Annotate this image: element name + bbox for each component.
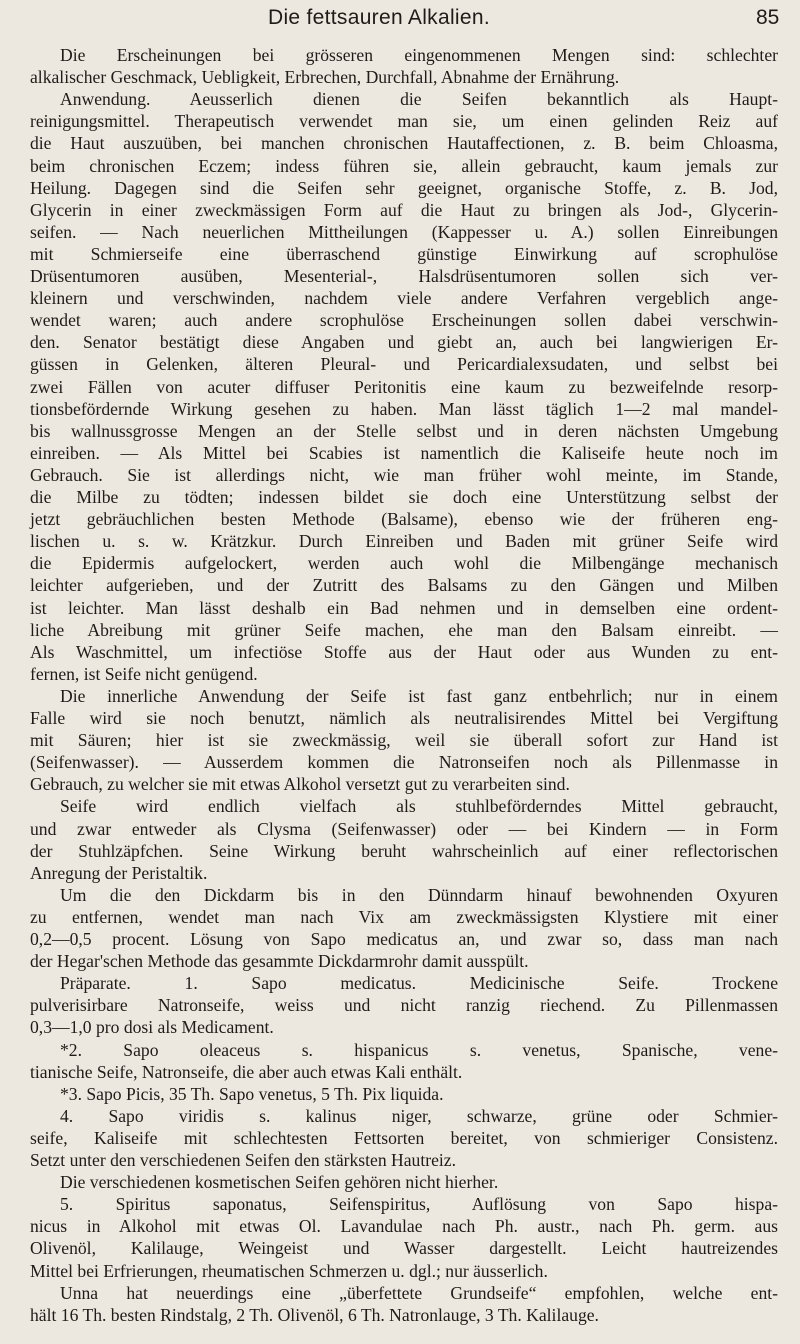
text-line: beim chronischen Eczem; indess führen sie, allein gebraucht, kaum jemals zur bbox=[30, 156, 778, 176]
text-line: Falle wird sie noch benutzt, nämlich als neutralisirendes Mittel bei Vergiftung bbox=[30, 708, 778, 728]
text-line: Anregung der Peristaltik. bbox=[30, 863, 208, 883]
text-line: Die Erscheinungen bei grösseren eingenommenen Mengen sind: schlechter bbox=[60, 45, 778, 65]
text-line: 0,2—0,5 procent. Lösung von Sapo medicatus an, und zwar so, dass man nach bbox=[30, 929, 778, 949]
page-number: 85 bbox=[756, 6, 780, 29]
text-line: Unna hat neuerdings eine „überfettete Grundseife“ empfohlen, welche ent- bbox=[60, 1283, 778, 1303]
text-line: bis wallnussgrosse Mengen an der Stelle selbst und in deren nächsten Umgebung bbox=[30, 421, 778, 441]
text-line: Setzt unter den verschiedenen Seifen den stärksten Hautreiz. bbox=[30, 1150, 456, 1170]
text-line: 4. Sapo viridis s. kalinus niger, schwarze, grüne oder Schmier- bbox=[60, 1106, 778, 1126]
text-line: Seife wird endlich vielfach als stuhlbeförderndes Mittel gebraucht, bbox=[60, 796, 778, 816]
text-line: Gebrauch, zu welcher sie mit etwas Alkohol versetzt gut zu verarbeiten sind. bbox=[30, 774, 570, 794]
text-line: Gebrauch. Sie ist allerdings nicht, wie man früher wohl meinte, im Stande, bbox=[30, 465, 778, 485]
text-line: reinigungsmittel. Therapeutisch verwendet man sie, um einen gelinden Reiz auf bbox=[30, 111, 778, 131]
text-line: *2. Sapo oleaceus s. hispanicus s. venetus, Spanische, vene- bbox=[60, 1040, 778, 1060]
running-title: Die fettsauren Alkalien. bbox=[268, 6, 490, 29]
text-line: mit Schmierseife eine überraschend günstige Einwirkung auf scrophulöse bbox=[30, 244, 778, 264]
text-line: der Hegar'schen Methode das gesammte Dickdarmrohr damit ausspült. bbox=[30, 951, 529, 971]
text-line: Mittel bei Erfrierungen, rheumatischen Schmerzen u. dgl.; nur äusserlich. bbox=[30, 1261, 548, 1281]
text-line: den. Senator bestätigt diese Angaben und giebt an, auch bei langwierigen Er- bbox=[30, 332, 778, 352]
text-line: die Milbe zu tödten; indessen bildet sie doch eine Unterstützung selbst der bbox=[30, 487, 778, 507]
text-line: liche Abreibung mit grüner Seife machen, ehe man den Balsam einreibt. — bbox=[30, 620, 778, 640]
text-line: leichter aufgerieben, und der Zutritt des Balsams zu den Gängen und Milben bbox=[30, 575, 778, 595]
text-line: seife, Kaliseife mit schlechtesten Fettsorten bereitet, von schmieriger Consistenz. bbox=[30, 1128, 778, 1148]
text-line: zwei Fällen von acuter diffuser Peritonitis eine kaum zu bezweifelnde resorp- bbox=[30, 377, 778, 397]
text-line: die Haut auszuüben, bei manchen chronischen Hautaffectionen, z. B. beim Chloasma, bbox=[30, 133, 778, 153]
text-line: Heilung. Dagegen sind die Seifen sehr geeignet, organische Stoffe, z. B. Jod, bbox=[30, 178, 778, 198]
text-line: fernen, ist Seife nicht genügend. bbox=[30, 664, 258, 684]
text-line: lischen u. s. w. Krätzkur. Durch Einreiben und Baden mit grüner Seife wird bbox=[30, 531, 778, 551]
text-line: nicus in Alkohol mit etwas Ol. Lavandulae nach Ph. austr., nach Ph. germ. aus bbox=[30, 1216, 778, 1236]
text-line: tionsbefördernde Wirkung gesehen zu haben. Man lässt täglich 1—2 mal mandel- bbox=[30, 399, 778, 419]
text-line: Die verschiedenen kosmetischen Seifen gehören nicht hierher. bbox=[60, 1172, 499, 1192]
text-line: kleinern und verschwinden, nachdem viele andere Verfahren vergeblich ange- bbox=[30, 288, 778, 308]
text-line: pulverisirbare Natronseife, weiss und nicht ranzig riechend. Zu Pillenmassen bbox=[30, 995, 778, 1015]
text-line: Glycerin in einer zweckmässigen Form auf die Haut zu bringen als Jod-, Glycerin- bbox=[30, 200, 778, 220]
text-line: ist leichter. Man lässt deshalb ein Bad nehmen und in demselben eine ordent- bbox=[30, 598, 778, 618]
text-line: hält 16 Th. besten Rindstalg, 2 Th. Olivenöl, 6 Th. Natronlauge, 3 Th. Kalilauge. bbox=[30, 1305, 599, 1325]
text-line: seifen. — Nach neuerlichen Mittheilungen (Kappesser u. A.) sollen Einreibungen bbox=[30, 222, 778, 242]
text-line: 5. Spiritus saponatus, Seifenspiritus, Auflösung von Sapo hispa- bbox=[60, 1194, 778, 1214]
text-line: Olivenöl, Kalilauge, Weingeist und Wasser dargestellt. Leicht hautreizendes bbox=[30, 1238, 778, 1258]
text-line: tianische Seife, Natronseife, die aber auch etwas Kali enthält. bbox=[30, 1062, 463, 1082]
text-line: jetzt gebräuchlichen besten Methode (Balsame), ebenso wie der früheren eng- bbox=[30, 509, 778, 529]
text-line: Die innerliche Anwendung der Seife ist fast ganz entbehrlich; nur in einem bbox=[60, 686, 778, 706]
text-line: güssen in Gelenken, älteren Pleural- und Pericardialexsudaten, und selbst bei bbox=[30, 354, 778, 374]
text-line: Als Waschmittel, um infectiöse Stoffe aus der Haut oder aus Wunden zu ent- bbox=[30, 642, 778, 662]
text-line: Anwendung. Aeusserlich dienen die Seifen bekanntlich als Haupt- bbox=[60, 89, 778, 109]
text-line: die Epidermis aufgelockert, werden auch wohl die Milbengänge mechanisch bbox=[30, 553, 778, 573]
text-line: mit Säuren; hier ist sie zweckmässig, weil sie überall sofort zur Hand ist bbox=[30, 730, 778, 750]
page-header bbox=[0, 6, 800, 36]
text-line: 0,3—1,0 pro dosi als Medicament. bbox=[30, 1017, 274, 1037]
text-line: Um die den Dickdarm bis in den Dünndarm hinauf bewohnenden Oxyuren bbox=[60, 885, 778, 905]
text-line: Präparate. 1. Sapo medicatus. Medicinische Seife. Trockene bbox=[60, 973, 778, 993]
text-line: wendet waren; auch andere scrophulöse Erscheinungen sollen dabei verschwin- bbox=[30, 310, 778, 330]
text-line: Drüsentumoren ausüben, Mesenterial-, Halsdrüsentumoren sollen sich ver- bbox=[30, 266, 778, 286]
text-line: *3. Sapo Picis, 35 Th. Sapo venetus, 5 Th. Pix liquida. bbox=[60, 1084, 444, 1104]
text-line: einreiben. — Als Mittel bei Scabies ist namentlich die Kaliseife heute noch im bbox=[30, 443, 778, 463]
text-line: (Seifenwasser). — Ausserdem kommen die Natronseifen noch als Pillenmasse in bbox=[30, 752, 778, 772]
text-line: der Stuhlzäpfchen. Seine Wirkung beruht wahrscheinlich auf einer reflectorischen bbox=[30, 841, 778, 861]
text-line: zu entfernen, wendet man nach Vix am zweckmässigsten Klystiere mit einer bbox=[30, 907, 778, 927]
text-line: und zwar entweder als Clysma (Seifenwasser) oder — bei Kindern — in Form bbox=[30, 819, 778, 839]
text-line: alkalischer Geschmack, Uebligkeit, Erbrechen, Durchfall, Abnahme der Ernährung. bbox=[30, 67, 620, 87]
